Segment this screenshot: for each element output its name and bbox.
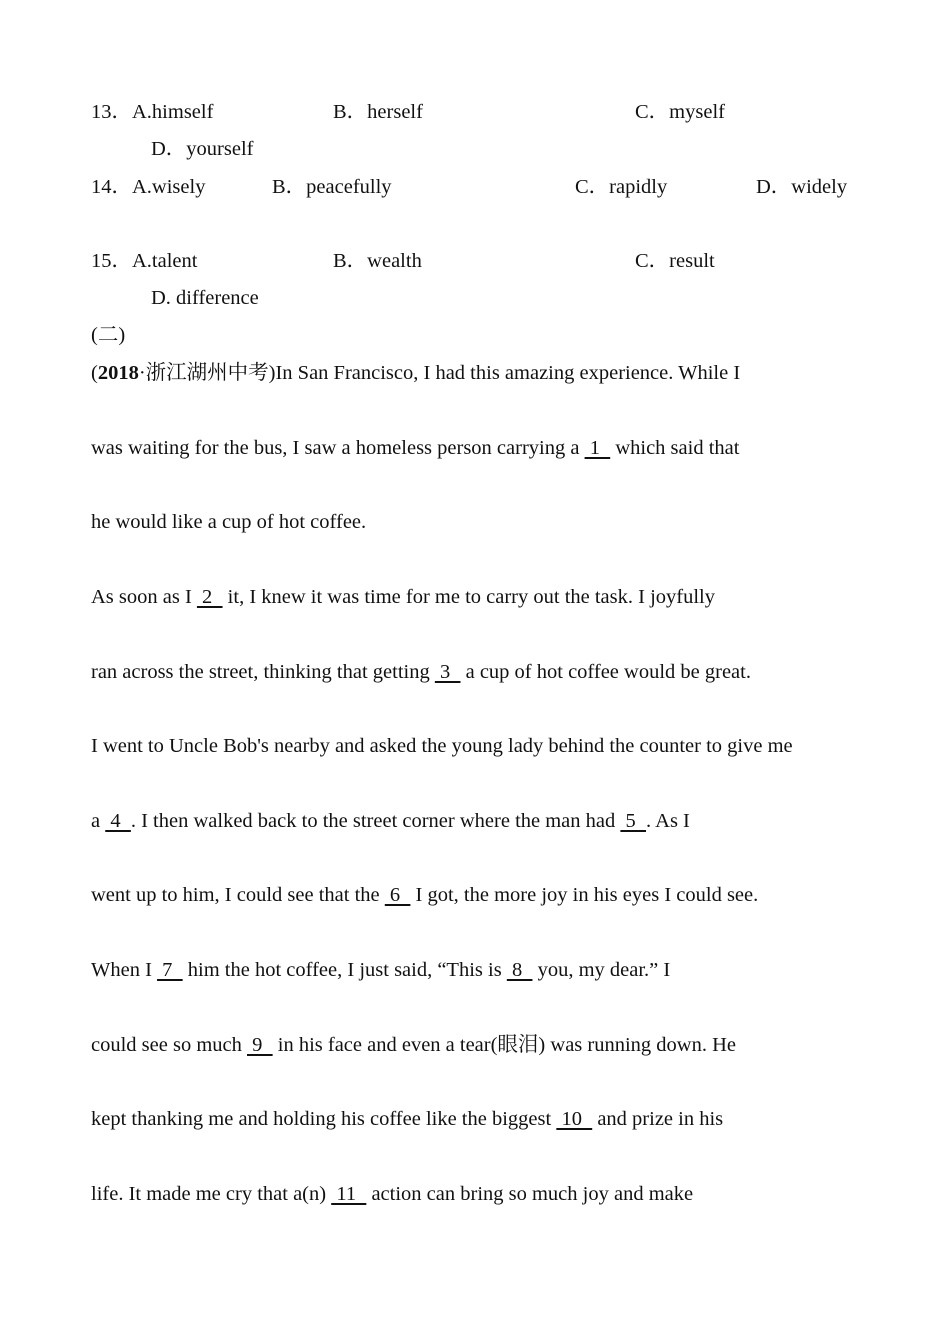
passage-line-3: he would like a cup of hot coffee. — [91, 511, 367, 533]
passage-line-11: kept thanking me and holding his coffee like the biggest 10 and prize in his — [91, 1108, 724, 1130]
option-d: D．yourself — [151, 138, 254, 160]
option-b: B．herself — [333, 101, 423, 123]
passage-line-9: When I 7 him the hot coffee, I just said, “This is 8 you, my dear.” I — [91, 959, 671, 981]
passage-line-4: As soon as I 2 it, I knew it was time for me to carry out the task. I joyfully — [91, 586, 715, 608]
passage-line-5: ran across the street, thinking that getting 3 a cup of hot coffee would be great. — [91, 661, 751, 683]
option-d: D．widely — [756, 176, 848, 198]
blank-2: 2 — [196, 586, 223, 608]
source-year: 2018 — [97, 362, 139, 384]
blank-10: 10 — [556, 1108, 593, 1130]
source-rest: ·浙江湖州中考) — [138, 362, 276, 384]
blank-9: 9 — [247, 1034, 273, 1056]
passage-line-7: a 4 . I then walked back to the street corner where the man had 5 . As I — [91, 810, 690, 832]
blank-6: 6 — [384, 884, 411, 906]
blank-4: 4 — [105, 810, 131, 832]
passage-line-10: could see so much 9 in his face and even a tear(眼泪) was running down. He — [91, 1034, 736, 1056]
option-a: A.talent — [132, 250, 198, 272]
question-number: 13． — [91, 101, 132, 123]
option-a: A.himself — [132, 101, 214, 123]
option-d: D. difference — [151, 287, 259, 309]
option-b: B．peacefully — [272, 176, 392, 198]
blank-1: 1 — [584, 437, 611, 459]
source-open: ( — [91, 362, 98, 384]
option-c: C．rapidly — [575, 176, 668, 198]
passage-line-8: went up to him, I could see that the 6 I got, the more joy in his eyes I could see. — [91, 884, 759, 906]
blank-11: 11 — [331, 1183, 367, 1205]
blank-8: 8 — [506, 959, 533, 981]
section-label: (二) — [91, 324, 126, 346]
passage-line-1: (2018·浙江湖州中考)In San Francisco, I had this amazing experience. While I — [91, 362, 741, 384]
passage-line-12: life. It made me cry that a(n) 11 action can bring so much joy and make — [91, 1183, 694, 1205]
blank-7: 7 — [157, 959, 183, 981]
passage-line-6: I went to Uncle Bob's nearby and asked the young lady behind the counter to give me — [91, 735, 793, 757]
question-15-row — [91, 248, 197, 274]
option-c: C．myself — [635, 101, 725, 123]
option-a: A.wisely — [132, 176, 206, 198]
option-b: B．wealth — [333, 250, 422, 272]
question-number: 14． — [91, 176, 132, 198]
question-number: 15． — [91, 250, 132, 272]
option-c: C．result — [635, 250, 715, 272]
question-13-row — [91, 99, 213, 125]
question-14-row — [91, 174, 205, 200]
blank-5: 5 — [620, 810, 647, 832]
blank-3: 3 — [434, 661, 461, 683]
passage-line-2: was waiting for the bus, I saw a homeless person carrying a 1 which said that — [91, 437, 740, 459]
